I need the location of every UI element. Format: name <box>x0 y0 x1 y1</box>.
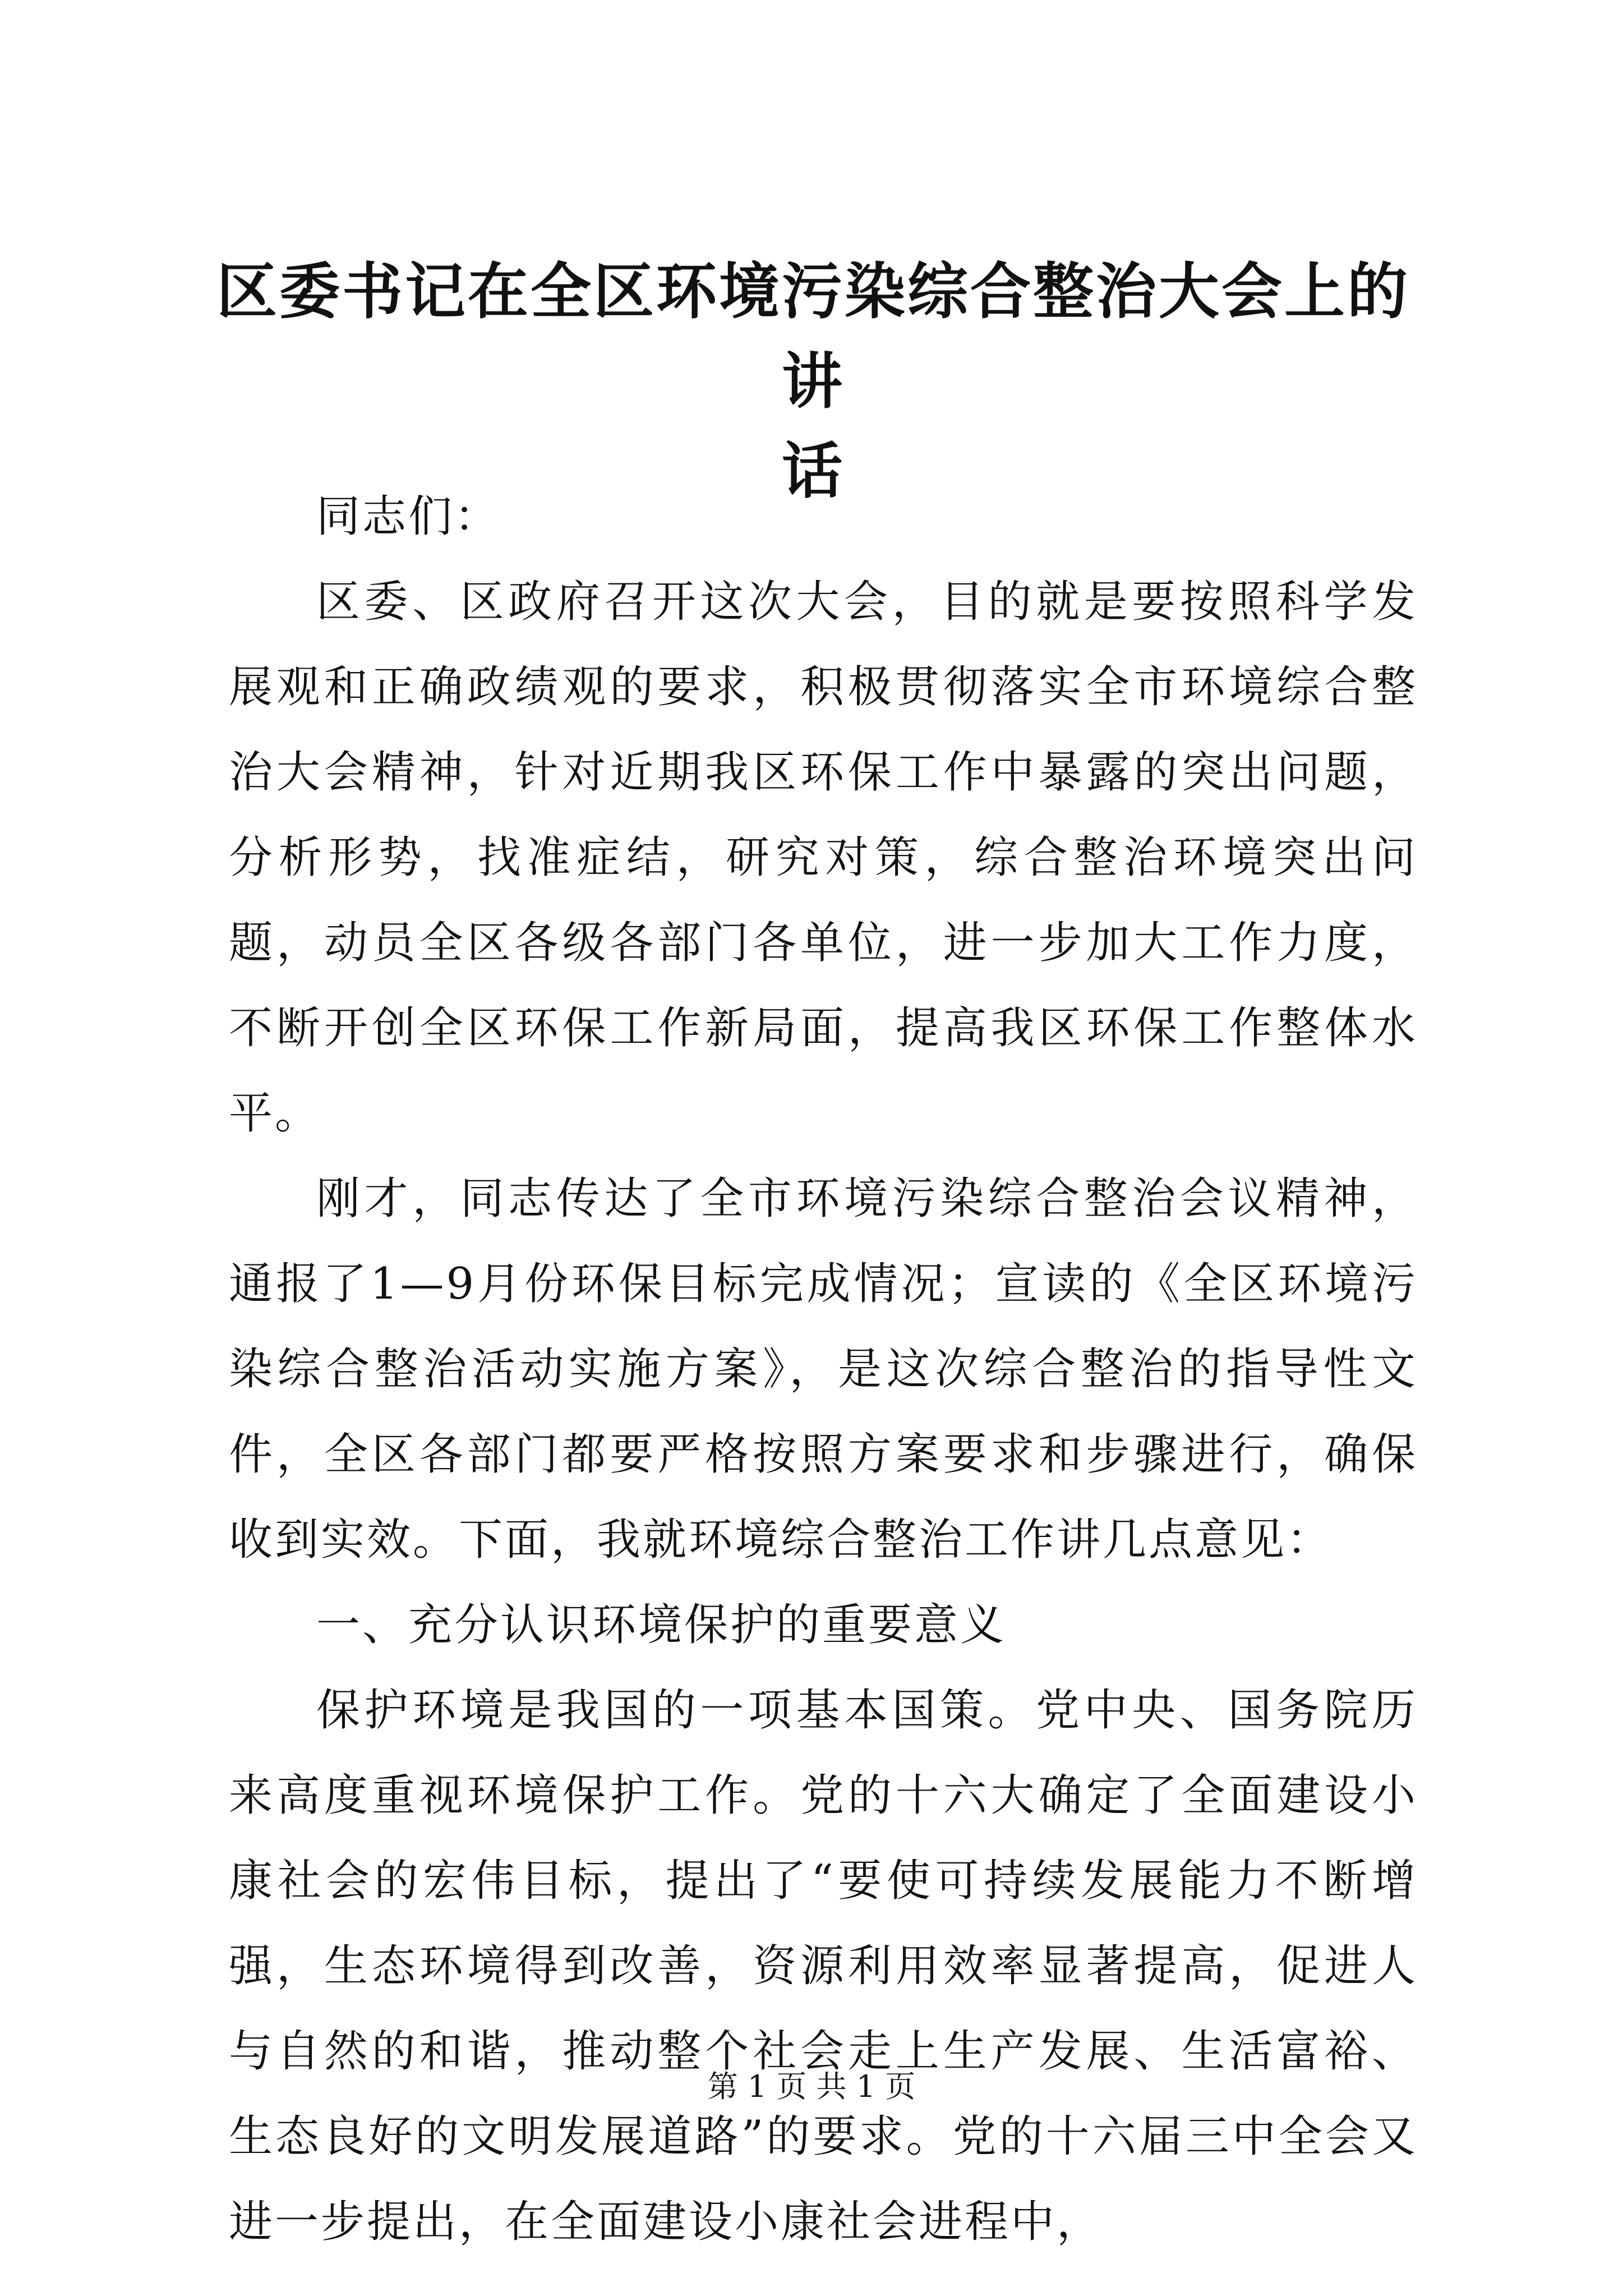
title-line-2: 话 <box>781 436 845 507</box>
body-paragraph: 保护环境是我国的一项基本国策。党中央、国务院历来高度重视环境保护工作。党的十六大确定了全面建设小康社会的宏伟目标，提出了“要使可持续发展能力不断增强，生态环境得到改善，资源利用效率显著提高，促进人与自然的和谐，推动整个社会走上生产发展、生活富裕、生态良好的文明发展道路”的要求。党的十六届三中全会又进一步提出，在全面建设小康社会进程中， <box>229 1685 1418 2247</box>
section-heading: 一、充分认识环境保护的重要意义 <box>316 1600 1007 1650</box>
document-body <box>229 474 1418 2265</box>
page-footer: 第 1 页 共 1 页 <box>707 2069 916 2104</box>
body-paragraph: 区委、区政府召开这次大会，目的就是要按照科学发展观和正确政绩观的要求，积极贯彻落实全市环境综合整治大会精神，针对近期我区环保工作中暴露的突出问题，分析形势，找准症结，研究对策，综合整治环境突出问题，动员全区各级各部门各单位，进一步加大工作力度，不断开创全区环保工作新局面，提高我区环保工作整体水平。 <box>229 577 1418 1139</box>
salutation: 同志们： <box>316 491 501 542</box>
title-line-1: 区委书记在全区环境污染综合整治大会上的讲 <box>216 256 1410 417</box>
body-paragraph: 刚才，同志传达了全市环境污染综合整治会议精神，通报了1—9月份环保目标完成情况；宣读的《全区环境污染综合整治活动实施方案》，是这次综合整治的指导性文件，全区各部门都要严格按照方案要求和步骤进行，确保收到实效。下面，我就环境综合整治工作讲几点意见： <box>229 1174 1418 1565</box>
